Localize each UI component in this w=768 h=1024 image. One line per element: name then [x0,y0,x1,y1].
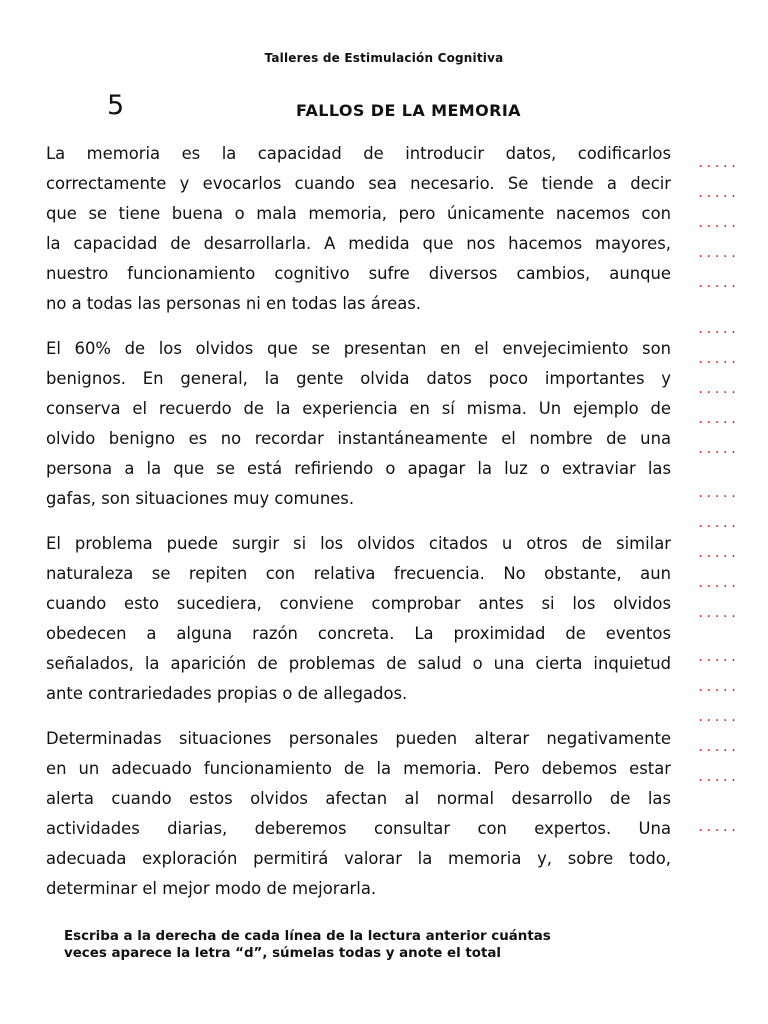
page-header: Talleres de Estimulación Cognitiva [264,51,504,65]
instruction-text [64,928,684,962]
answer-blank[interactable]: ..... [697,276,739,290]
text-line: no a todas las personas ni en todas las áreas. [46,294,421,313]
text-line: persona a la que se está refiriendo o apagar la luz o extraviar las [46,459,671,478]
answer-blank[interactable]: ..... [697,680,739,694]
text-line: conserva el recuerdo de la experiencia en sí misma. Un ejemplo de [46,399,671,418]
text-line: benignos. En general, la gente olvida datos poco importantes y [46,369,671,388]
answer-blank[interactable]: ..... [697,710,739,724]
text-line: obedecen a alguna razón concreta. La proximidad de eventos [46,624,671,643]
answer-blank[interactable]: ..... [697,820,739,834]
text-line: cuando esto sucediera, conviene comprobar antes si los olvidos [46,594,671,613]
reading-text [46,139,671,919]
text-line: Determinadas situaciones personales pueden alterar negativamente [46,729,671,748]
answer-blank[interactable]: ..... [697,322,739,336]
paragraph [46,724,671,904]
page-title: FALLOS DE LA MEMORIA [296,101,521,120]
text-line: señalados, la aparición de problemas de salud o una cierta inquietud [46,654,671,673]
text-line: adecuada exploración permitirá valorar la memoria y, sobre todo, [46,849,671,868]
text-line: la capacidad de desarrollarla. A medida que nos hacemos mayores, [46,234,671,253]
text-line: olvido benigno es no recordar instantáneamente el nombre de una [46,429,671,448]
text-line: gafas, son situaciones muy comunes. [46,489,355,508]
text-line: El 60% de los olvidos que se presentan en el envejecimiento son [46,339,671,358]
answer-blank[interactable]: ..... [697,606,739,620]
text-line: en un adecuado funcionamiento de la memoria. Pero debemos estar [46,759,671,778]
answer-blank[interactable]: ..... [697,576,739,590]
text-line: nuestro funcionamiento cognitivo sufre diversos cambios, aunque [46,264,671,283]
text-line: naturaleza se repiten con relativa frecuencia. No obstante, aun [46,564,671,583]
answer-blank[interactable]: ..... [697,740,739,754]
paragraph [46,139,671,319]
text-line: El problema puede surgir si los olvidos citados u otros de similar [46,534,671,553]
answer-blank[interactable]: ..... [697,216,739,230]
text-line: que se tiene buena o mala memoria, pero únicamente nacemos con [46,204,671,223]
answer-blank[interactable]: ..... [697,486,739,500]
text-line: alerta cuando estos olvidos afectan al normal desarrollo de las [46,789,671,808]
answer-blank[interactable]: ..... [697,382,739,396]
text-line: correctamente y evocarlos cuando sea necesario. Se tiende a decir [46,174,671,193]
answer-blank[interactable]: ..... [697,546,739,560]
instruction-line: Escriba a la derecha de cada línea de la lectura anterior cuántas [64,929,551,944]
answer-blank[interactable]: ..... [697,650,739,664]
text-line: La memoria es la capacidad de introducir datos, codificarlos [46,144,671,163]
text-line: actividades diarias, deberemos consultar con expertos. Una [46,819,671,838]
answer-blank[interactable]: ..... [697,770,739,784]
text-line: ante contrariedades propias o de allegados. [46,684,408,703]
paragraph [46,529,671,709]
answer-blank[interactable]: ..... [697,516,739,530]
answer-blank[interactable]: ..... [697,442,739,456]
answer-blank[interactable]: ..... [697,412,739,426]
paragraph [46,334,671,514]
answer-blank[interactable]: ..... [697,186,739,200]
answer-blank[interactable]: ..... [697,246,739,260]
answer-blank[interactable]: ..... [697,156,739,170]
instruction-line: veces aparece la letra “d”, súmelas todas y anote el total [64,946,502,961]
text-line: determinar el mejor modo de mejorarla. [46,879,377,898]
answer-blank[interactable]: ..... [697,352,739,366]
exercise-number: 5 [107,90,125,121]
